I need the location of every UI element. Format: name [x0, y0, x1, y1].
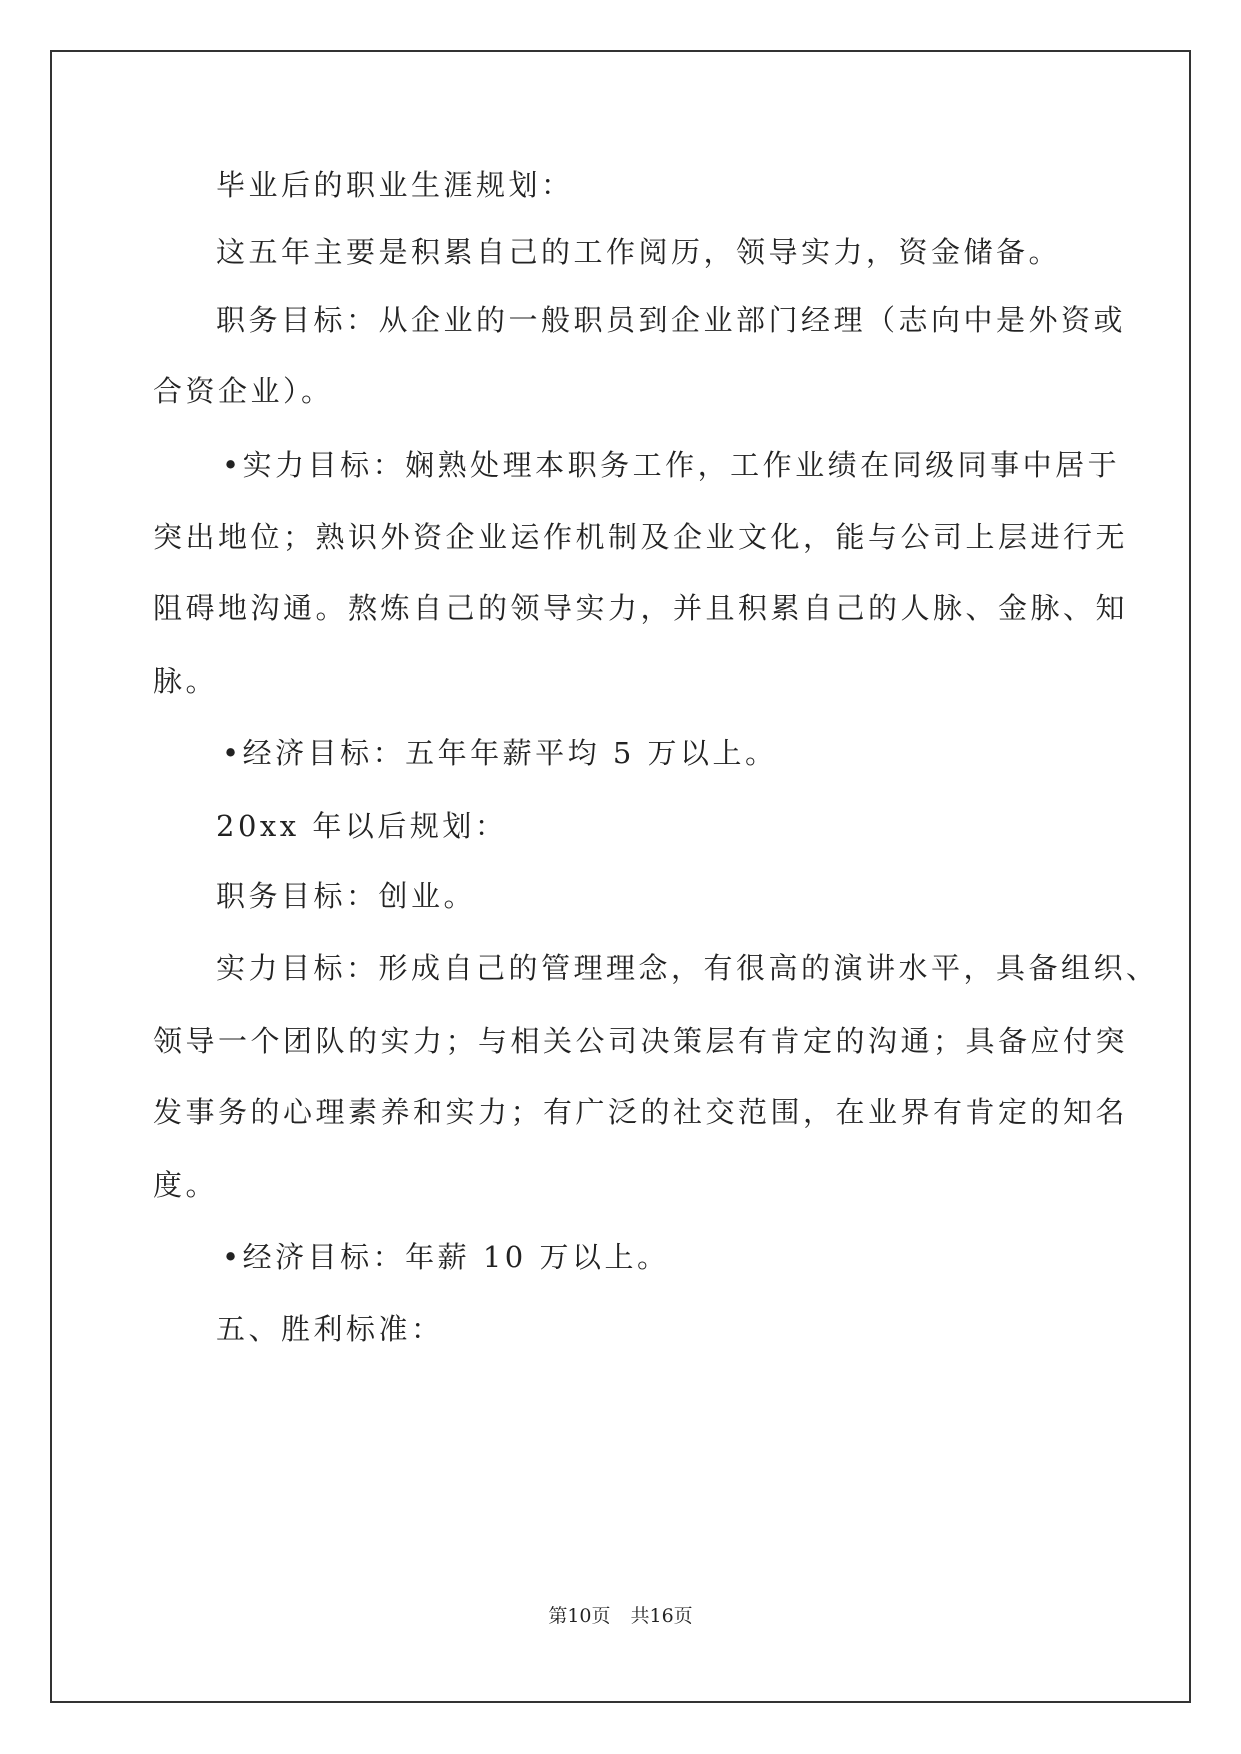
page-number-current: 第10页 — [548, 1605, 611, 1627]
paragraph-line: 毕业后的职业生涯规划： — [216, 168, 574, 202]
paragraph-line: 20xx 年以后规划： — [216, 809, 508, 843]
paragraph-line: 发事务的心理素养和实力；有广泛的社交范围，在业界有肯定的知名 — [153, 1095, 1129, 1129]
paragraph-line: 实力目标：形成自己的管理理念，有很高的演讲水平，具备组织、 — [216, 951, 1159, 985]
paragraph-line: 领导一个团队的实力；与相关公司决策层有肯定的沟通；具备应付突 — [153, 1024, 1129, 1058]
paragraph-line: 职务目标：从企业的一般职员到企业部门经理（志向中是外资或 — [216, 303, 1127, 337]
page-footer — [0, 1604, 1241, 1628]
bullet-line: •经济目标：五年年薪平均 5 万以上。 — [222, 736, 778, 770]
paragraph-line: 度。 — [153, 1168, 219, 1202]
paragraph-line: 突出地位；熟识外资企业运作机制及企业文化，能与公司上层进行无 — [153, 520, 1129, 554]
paragraph-line: 职务目标：创业。 — [216, 879, 477, 913]
bullet-line: •经济目标：年薪 10 万以上。 — [222, 1240, 670, 1274]
paragraph-line: 阻碍地沟通。熬炼自己的领导实力，并且积累自己的人脉、金脉、知 — [153, 591, 1129, 625]
paragraph-line: 合资企业）。 — [153, 374, 334, 408]
paragraph-line: 这五年主要是积累自己的工作阅历，领导实力，资金储备。 — [216, 235, 1062, 269]
bullet-line: •实力目标：娴熟处理本职务工作，工作业绩在同级同事中居于 — [222, 448, 1121, 482]
paragraph-line: 脉。 — [153, 664, 219, 698]
paragraph-line: 五、胜利标准： — [216, 1312, 444, 1346]
page-number-total: 共16页 — [630, 1605, 693, 1627]
